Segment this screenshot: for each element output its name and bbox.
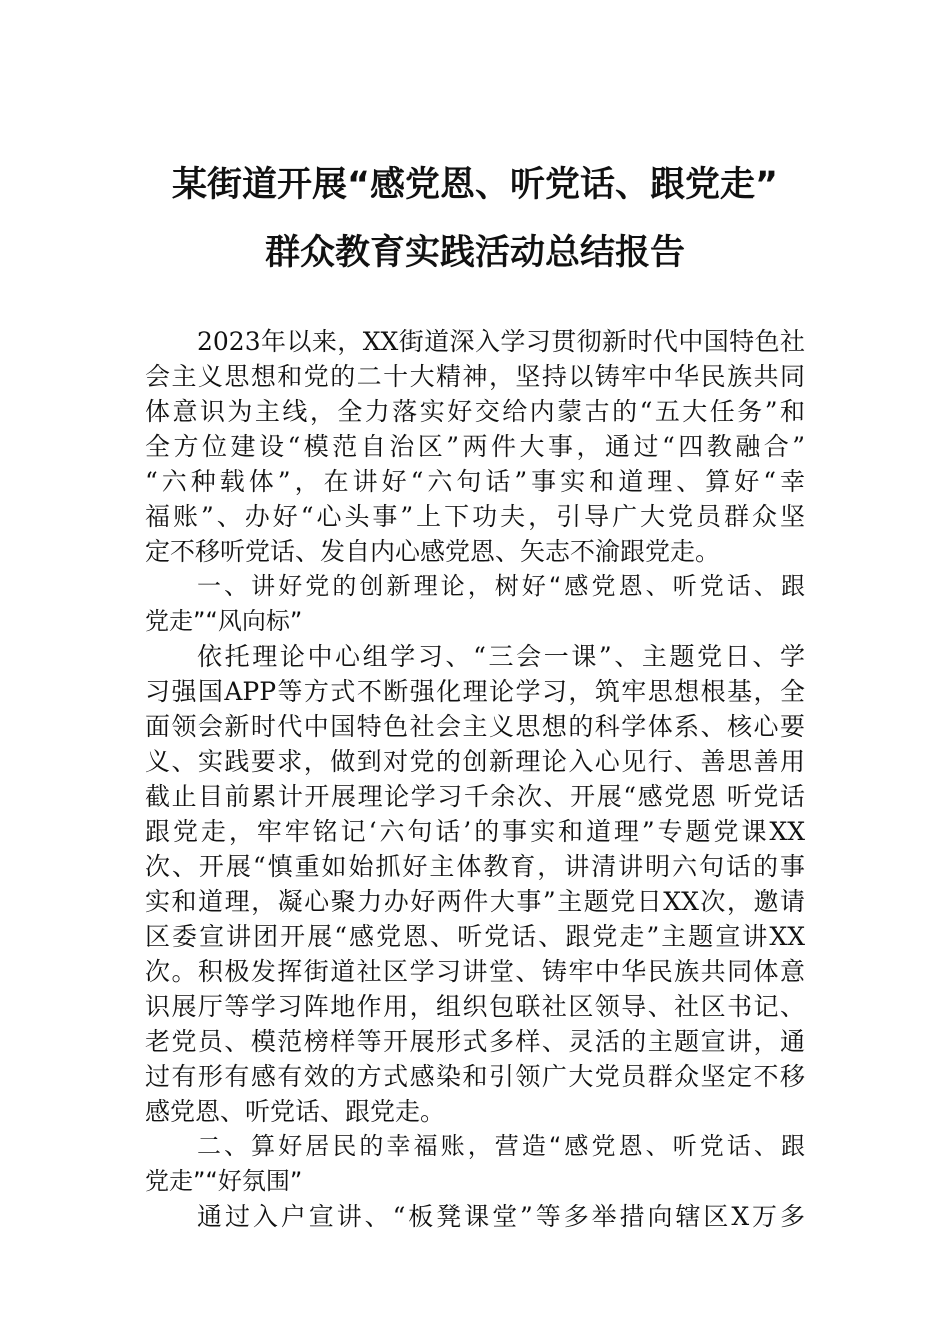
section-1-line: 区委宣讲团开展“感党恩、听党话、跟党走”主题宣讲XX <box>145 922 805 951</box>
intro-line: 会主义思想和党的二十大精神，坚持以铸牢中华民族共同 <box>145 362 805 391</box>
section-1-heading: 一、讲好党的创新理论，树好“感党恩、听党话、跟 <box>197 572 805 600</box>
section-2-heading: 党走”“好氛围” <box>145 1167 303 1195</box>
section-1-line: 截止目前累计开展理论学习千余次、开展“感党恩 听党话 <box>145 782 805 811</box>
section-1-line: 依托理论中心组学习、“三会一课”、主题党日、学 <box>197 642 805 671</box>
document-body <box>145 324 805 1234</box>
section-1-line: 义、实践要求，做到对党的创新理论入心见行、善思善用 <box>145 747 805 776</box>
section-1-line: 面领会新时代中国特色社会主义思想的科学体系、核心要 <box>145 712 805 741</box>
intro-line: 定不移听党话、发自内心感党恩、矢志不渝跟党走。 <box>145 537 721 566</box>
section-1-line: 实和道理，凝心聚力办好两件大事”主题党日XX次，邀请 <box>145 887 805 916</box>
document-title-line-1: 某街道开展“感党恩、听党话、跟党走” <box>171 165 778 205</box>
intro-line: 2023年以来，XX街道深入学习贯彻新时代中国特色社 <box>197 327 805 356</box>
intro-line: “六种载体”，在讲好“六句话”事实和道理、算好“幸 <box>145 467 805 496</box>
section-1-line: 次。积极发挥街道社区学习讲堂、铸牢中华民族共同体意 <box>145 957 805 986</box>
section-1-line: 识展厅等学习阵地作用，组织包联社区领导、社区书记、 <box>145 992 805 1021</box>
section-1-line: 次、开展“慎重如始抓好主体教育，讲清讲明六句话的事 <box>145 852 805 881</box>
intro-line: 福账”、办好“心头事”上下功夫，引导广大党员群众坚 <box>145 502 805 531</box>
section-1-line: 感党恩、听党话、跟党走。 <box>145 1097 446 1126</box>
intro-line: 体意识为主线，全力落实好交给内蒙古的“五大任务”和 <box>145 397 805 426</box>
section-2-heading: 二、算好居民的幸福账，营造“感党恩、听党话、跟 <box>197 1132 805 1160</box>
section-1-line: 跟党走，牢牢铭记‘六句话’的事实和道理”专题党课XX <box>145 817 805 846</box>
intro-line: 全方位建设“模范自治区”两件大事，通过“四教融合” <box>145 432 805 461</box>
document-title-line-2: 群众教育实践活动总结报告 <box>264 233 685 273</box>
section-1-line: 习强国APP等方式不断强化理论学习，筑牢思想根基，全 <box>145 677 805 706</box>
section-1-line: 过有形有感有效的方式感染和引领广大党员群众坚定不移 <box>145 1062 805 1091</box>
section-1-heading: 党走”“风向标” <box>145 607 303 635</box>
section-1-line: 老党员、模范榜样等开展形式多样、灵活的主题宣讲，通 <box>145 1027 805 1056</box>
section-2-line: 通过入户宣讲、“板凳课堂”等多举措向辖区X万多 <box>197 1202 805 1231</box>
